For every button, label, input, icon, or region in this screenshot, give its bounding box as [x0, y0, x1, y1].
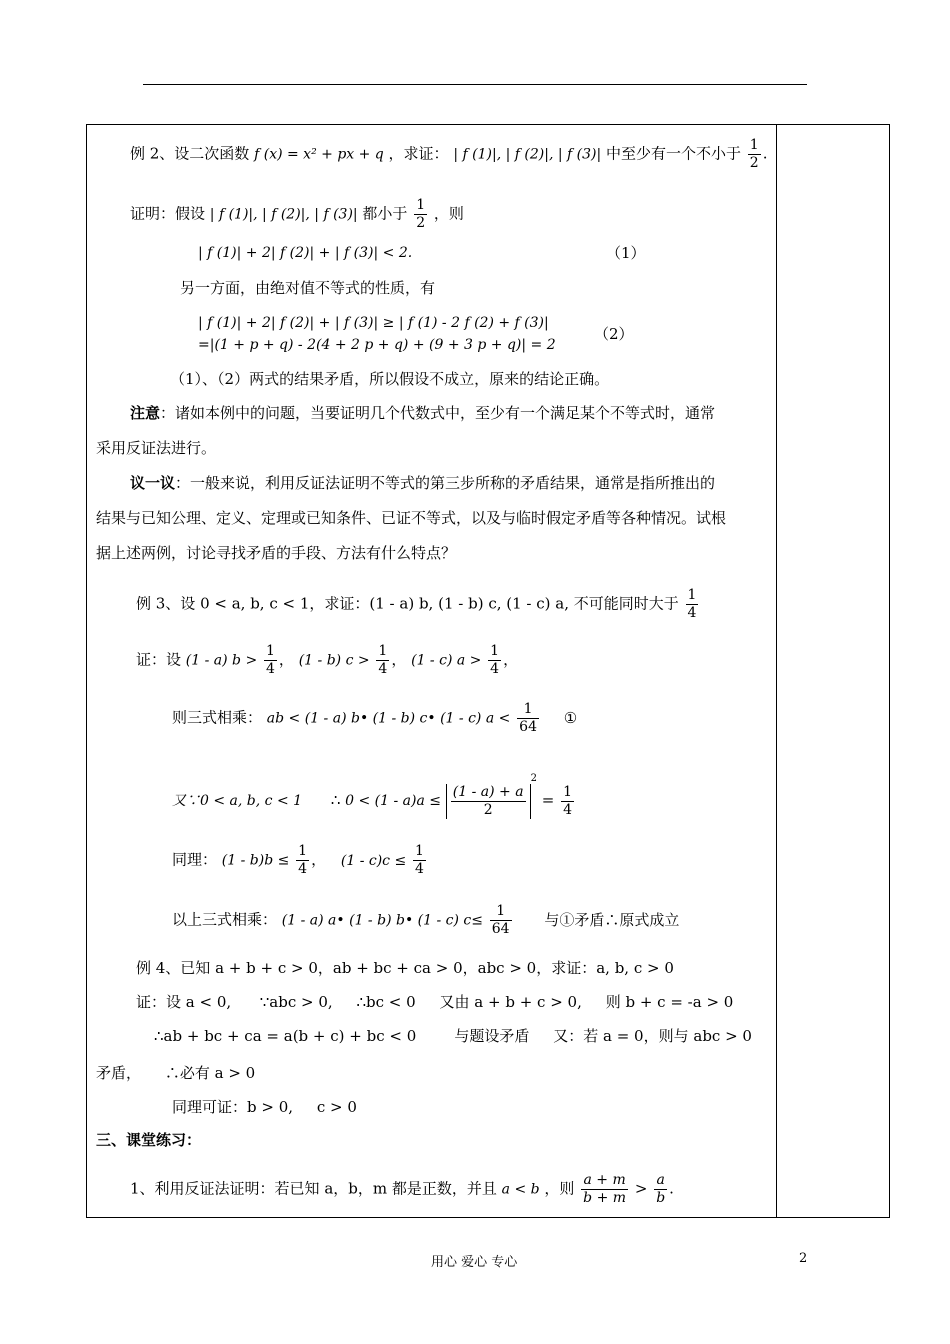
fraction-one-quarter: $\frac{1}{4}$ [414, 843, 424, 877]
equation-1-tag: （1） [606, 244, 646, 262]
example-3-assumption: 证：设 (1 - a) b > $\frac{1}{4}$ ， (1 - b) c > $\frac{1}{4}$ ， (1 - c) a > $\frac{1}{4}$ ， [136, 643, 519, 677]
other-side-text: 另一方面，由绝对值不等式的性质，有 [180, 279, 436, 297]
example-4-line-1: 例 4、已知 a + b + c > 0，ab + bc + ca > 0，abc > 0，求证：a, b, c > 0 [136, 959, 674, 977]
same-line: 同理： (1 - b)b ≤ $\frac{1}{4}$ ， (1 - c)c ≤ $\frac{1}{4}$ [172, 843, 424, 877]
practice-1-line: 1、利用反证法证明：若已知 a，b，m 都是正数，并且 a < b ，则 $\frac{a + m}{b + m}$ > $\frac{a}{b}$ . [130, 1172, 674, 1206]
example-2-title: 例 2、设二次函数 [130, 144, 250, 163]
above-lead: 以上三式相乘： [172, 910, 278, 929]
assumption-c: (1 - c) a > [411, 652, 482, 669]
fraction-one-quarter: $\frac{1}{4}$ [378, 643, 388, 677]
same-a: (1 - b)b ≤ [221, 852, 290, 869]
fraction-a-over-b: $\frac{a}{b}$ [656, 1172, 666, 1206]
example-2-prove-label: ，求证： [388, 144, 449, 163]
note-line-1 [130, 403, 715, 423]
proof-abs-values: | f (1)|, | f (2)|, | f (3)| [209, 206, 358, 223]
proof-tail: ，则 [433, 204, 464, 223]
example-2-line: 例 2、设二次函数 f (x) = x² + px + q ，求证： | f (1)|, | f (2)|, | f (3)| 中至少有一个不小于 $\frac{1}{2}$ . [130, 137, 768, 171]
example-3-line [136, 587, 700, 622]
also-line [172, 769, 576, 819]
assumption-a: (1 - a) b > [185, 652, 258, 669]
equation-1: | f (1)| + 2| f (2)| + | f (3)| < 2. [198, 245, 413, 261]
multiply-expression: ab < (1 - a) b• (1 - b) c• (1 - c) a < [266, 710, 511, 727]
example-3-text: 例 3、设 0 < a, b, c < 1，求证：(1 - a) b, (1 - b) c, (1 - c) a, 不可能同时大于 [136, 594, 679, 613]
discuss-label: 议一议 [130, 474, 176, 492]
equation-2a: | f (1)| + 2| f (2)| + | f (3)| ≥ | f (1) - 2 f (2) + f (3)| [198, 315, 549, 331]
example-4-line-4: 矛盾， ∴必有 a > 0 [96, 1064, 256, 1082]
square-exponent: 2 [530, 773, 537, 784]
fraction-one-half: $\frac{1}{2}$ [749, 137, 759, 171]
fraction-one-half: $\frac{1}{2}$ [416, 197, 426, 231]
fraction-bracket: $\frac{(1 - a) + a}{2}$ [452, 783, 524, 818]
above-tail: 与①矛盾∴原式成立 [544, 910, 680, 929]
example-4-line-2: 证：设 a < 0, ∵abc > 0, ∴bc < 0 又由 a + b + c > 0, 则 b + c = -a > 0 [136, 993, 734, 1011]
above-expression: (1 - a) a• (1 - b) b• (1 - c) c≤ [281, 912, 483, 929]
above-line [172, 903, 679, 938]
circle-one-mark: ① [563, 708, 578, 727]
proof-mid: 都小于 [362, 204, 408, 223]
fraction-a-plus-m: $\frac{a + m}{b + m}$ [583, 1172, 627, 1206]
discuss-line-2: 结果与已知公理、定义、定理或已知条件、已证不等式，以及与临时假定矛盾等各种情况。试根 [96, 509, 727, 527]
example-4-line-3: ∴ab + bc + ca = a(b + c) + bc < 0 与题设矛盾 又：若 a = 0，则与 abc > 0 [154, 1027, 752, 1045]
bracket-expression [446, 784, 531, 819]
example-2-tail: 中至少有一个不小于 [605, 144, 741, 163]
table-column-divider [776, 124, 777, 1218]
note-text: ：诸如本例中的问题，当要证明几个代数式中，至少有一个满足某个不等式时，通常 [160, 404, 716, 422]
section-3-heading: 三、课堂练习： [96, 1131, 202, 1149]
greater-than: > [634, 1179, 648, 1198]
therefore-symbol: ∴ [330, 791, 341, 809]
equals-sign: = [541, 791, 555, 809]
assumption-b: (1 - b) c > [298, 652, 370, 669]
multiply-line [172, 701, 577, 736]
also-lead: 又∵0 < a, b, c < 1 [172, 793, 303, 809]
fraction-one-quarter: $\frac{1}{4}$ [265, 643, 275, 677]
multiply-lead: 则三式相乘： [172, 708, 263, 727]
fraction-one-quarter: $\frac{1}{4}$ [298, 843, 308, 877]
contradiction-text: （1）、（2）两式的结果矛盾，所以假设不成立，原来的结论正确。 [170, 370, 610, 388]
fraction-one-quarter: $\frac{1}{4}$ [490, 643, 500, 677]
equation-2-tag: （2） [594, 325, 634, 343]
fraction-one-quarter: $\frac{1}{4}$ [687, 587, 697, 621]
practice-1-text: 1、利用反证法证明：若已知 a，b，m 都是正数，并且 [130, 1179, 497, 1198]
page-number: 2 [799, 1251, 808, 1266]
same-lead: 同理： [172, 850, 218, 869]
same-b: (1 - c)c ≤ [340, 852, 407, 869]
example-2-abs-values: | f (1)|, | f (2)|, | f (3)| [453, 146, 602, 163]
example-4-line-5: 同理可证：b > 0, c > 0 [172, 1098, 357, 1116]
fraction-one-sixty-fourth: $\frac{1}{64}$ [519, 701, 537, 735]
inequality-lhs: 0 < (1 - a)a ≤ [345, 793, 442, 809]
fraction-one-sixty-fourth: $\frac{1}{64}$ [491, 903, 510, 937]
practice-1-then: ，则 [544, 1179, 575, 1198]
equation-2b: =|(1 + p + q) - 2(4 + 2 p + q) + (9 + 3 p + q)| = 2 [198, 337, 556, 353]
discuss-line-3: 据上述两例，讨论寻找矛盾的手段、方法有什么特点？ [96, 544, 457, 562]
assumption-lead: 证：设 [136, 650, 182, 669]
footer-motto: 用心 爱心 专心 [431, 1255, 518, 1270]
proof-lead: 证明：假设 [130, 204, 206, 223]
fraction-one-quarter: $\frac{1}{4}$ [563, 783, 573, 818]
proof-assumption-line [130, 197, 464, 232]
practice-1-condition: a < b [501, 1181, 540, 1198]
header-rule [143, 84, 807, 85]
example-2-function: f (x) = x² + px + q [254, 146, 384, 163]
discuss-text-1: ：一般来说，利用反证法证明不等式的第三步所称的矛盾结果，通常是指所推出的 [175, 474, 716, 492]
note-line-2: 采用反证法进行。 [96, 439, 217, 457]
note-label: 注意 [130, 404, 161, 422]
discuss-line-1 [130, 473, 715, 493]
